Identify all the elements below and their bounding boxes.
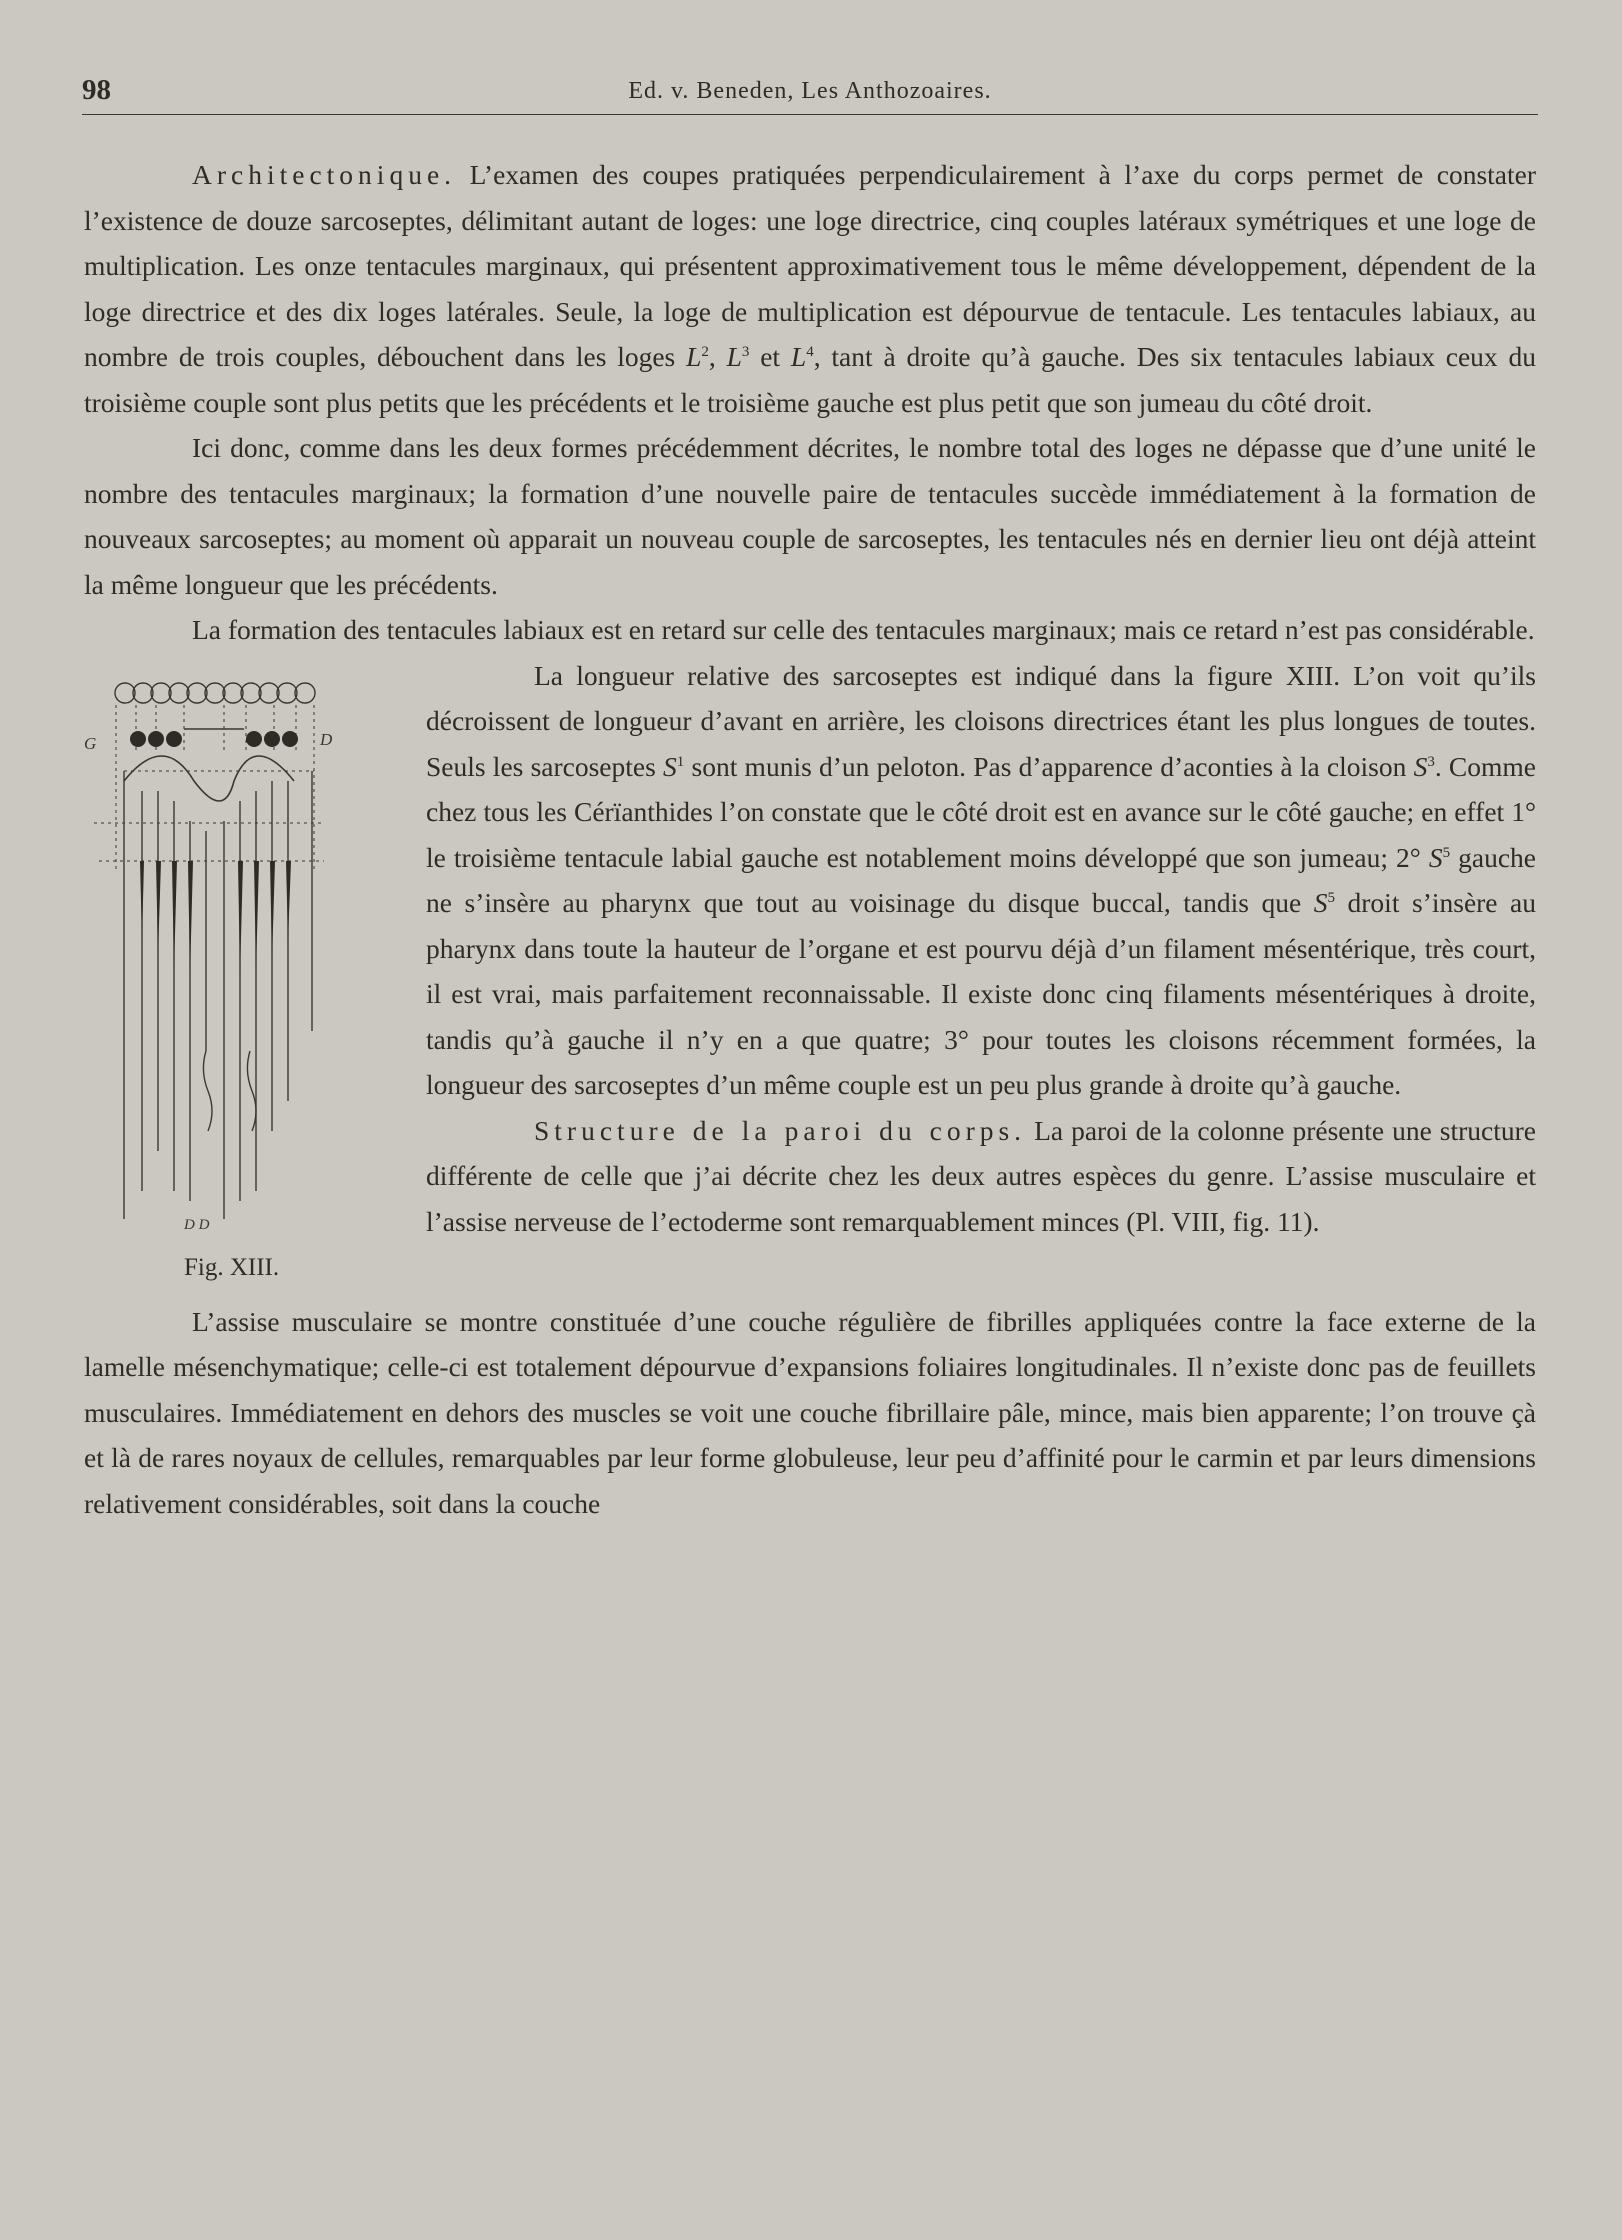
paragraph-assise: L’assise musculaire se montre constituée d’une couche régulière de fibrilles appliquées contre la face externe de la lamelle mésenchymatique; celle-ci est totalement dépourvue d’expansions foliaires longitudinales. Il n’existe donc pas de feuillets musculaires. Immédiatement en dehors des muscles se voit une couche fibrillaire pâle, mince, mais bien apparente; l’on trouve çà et là de rares noyaux de cellules, remarquables par leur forme globuleuse, leur peu d’affinité pour le carmin et par leurs dimensions relativement considérables, soit dans la couche [84, 1305, 1536, 1519]
label-bottom-d: D D [184, 1216, 210, 1231]
paragraph-structure: Structure de la paroi du corps. La paroi de la colonne présente une structure différente de celle que j’ai décrite chez les deux autres espèces du genre. L’assise musculaire et l’assise nerveuse de l’ectoderme sont remarquablement minces (Pl. VIII, fig. 11). [426, 1114, 1536, 1237]
label-g: G [84, 733, 97, 753]
body-text [84, 152, 1536, 1526]
paragraph-architectonique: Architectonique. L’examen des coupes pratiquées perpendiculairement à l’axe du corps permet de constater l’existence de douze sarcoseptes, délimitant autant de loges: une loge directrice, cinq couples latéraux symétriques et une loge de multiplication. Les onze tentacules marginaux, qui présentent approximativement tous le même développement, dépendent de la loge directrice et des dix loges latérales. Seule, la loge de multiplication est dépourvue de tentacule. Les tentacules labiaux, au nombre de trois couples, débouchent dans les loges $L^2$, $L^3$ et $L^4$, tant à droite qu’à gauche. Des six tentacules labiaux ceux du troisième couple sont plus petits que les précédents et le troisième gauche est plus petit que son jumeau du côté droit. [84, 159, 1537, 418]
paragraph-ici-donc: Ici donc, comme dans les deux formes précédemment décrites, le nombre total des loges ne dépasse que d’une unité le nombre des tentacules marginaux; la formation d’une nouvelle paire de tentacules succède immédiatement à la formation de nouveaux sarcoseptes; au moment où apparait un nouveau couple de sarcoseptes, les tentacules nés en dernier lieu ont déjà atteint la même longueur que les précédents. [84, 432, 1536, 600]
section-lead: Architectonique. [192, 159, 457, 190]
running-head: Ed. v. Beneden, Les Anthozoaires. [628, 78, 992, 104]
paragraph-longueur: La longueur relative des sarcoseptes est indiqué dans la figure XIII. L’on voit qu’ils décroissent de longueur d’avant en arrière, les cloisons directrices étant les plus longues de toutes. Seuls les sarcoseptes $S^1$ sont munis d’un peloton. Pas d’apparence d’aconties à la cloison $S^3$. Comme chez tous les Cérïanthides l’on constate que le côté droit est en avance sur le côté gauche; en effet 1° le troisième tentacule labial gauche est notablement moins développé que son jumeau; 2° $S^5$ gauche ne s’insère au pharynx que tout au voisinage du disque buccal, tandis que $S^5$ droit s’insère au pharynx dans toute la hauteur de l’organe et est pourvu déjà d’un filament mésentérique, très court, il est vrai, mais parfaitement reconnaissable. Il existe donc cinq filaments mésentériques à droite, tandis qu’à gauche il n’y en a que quatre; 3° pour toutes les cloisons récemment formées, la longueur des sarcoseptes d’un même couple est un peu plus grande à droite qu’à gauche. [426, 659, 1537, 1100]
section-lead-structure: Structure de la paroi du corps. [534, 1114, 1027, 1146]
figure-caption: Fig. XIII. [184, 1253, 280, 1281]
header-rule [82, 114, 1538, 115]
paragraph-formation: La formation des tentacules labiaux est en retard sur celle des tentacules marginaux; mais ce retard n’est pas considérable. [192, 614, 1535, 645]
page-number: 98 [82, 74, 111, 106]
label-d: D [320, 729, 333, 749]
page-header [82, 74, 1538, 114]
sarcosepte-diagram [84, 671, 384, 1231]
figure-xiii [84, 659, 404, 1299]
